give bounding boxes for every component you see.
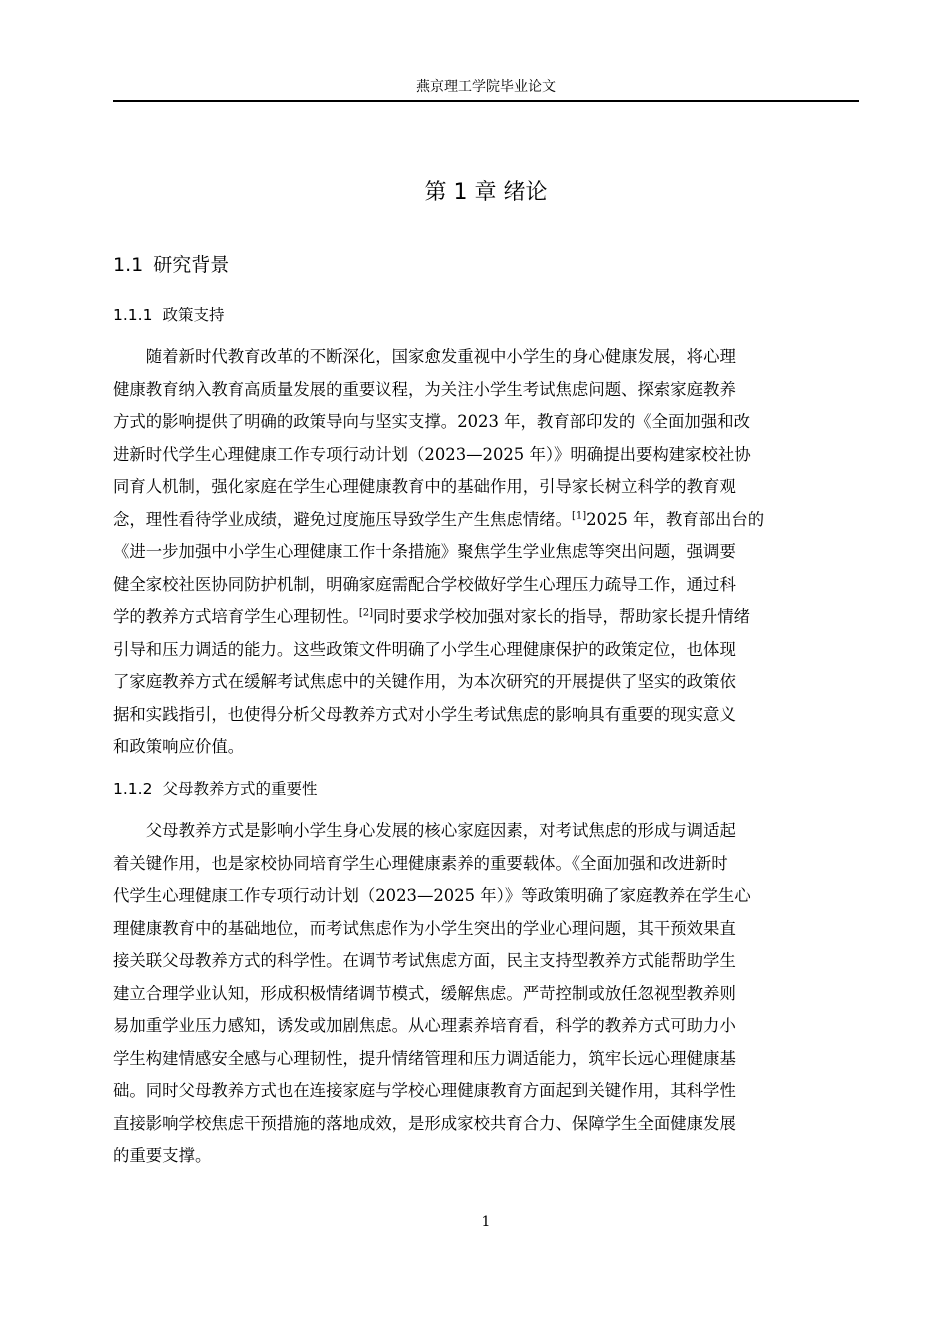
line-segment: 2025 年，教育部出台的 — [586, 509, 765, 529]
paragraph-line: 《进一步加强中小学生心理健康工作十条措施》聚焦学生学业焦虑等突出问题，强调要 — [113, 542, 736, 561]
body-paragraph — [113, 815, 859, 1173]
paragraph-line: 建立合理学业认知，形成积极情绪调节模式，缓解焦虑。严苛控制或放任忽视型教养则 — [113, 983, 736, 1003]
running-header: 燕京理工学院毕业论文 — [416, 79, 556, 95]
citation-1: [1] — [571, 510, 587, 522]
paragraph-line: 和政策响应价值。 — [113, 737, 245, 756]
paragraph-line: 健康教育纳入教育高质量发展的重要议程，为关注小学生考试焦虑问题、探索家庭教养 — [113, 379, 736, 399]
subsection-title: 父母教养方式的重要性 — [162, 780, 318, 798]
paragraph-line: 础。同时父母教养方式也在连接家庭与学校心理健康教育方面起到关键作用，其科学性 — [113, 1081, 736, 1100]
paragraph-line: 父母教养方式是影响小学生身心发展的核心家庭因素，对考试焦虑的形成与调适起 — [145, 821, 736, 840]
subsection-heading — [113, 778, 317, 800]
paragraph-line: 接关联父母教养方式的科学性。在调节考试焦虑方面，民主支持型教养方式能帮助学生 — [113, 951, 736, 970]
paragraph-line: 同育人机制，强化家庭在学生心理健康教育中的基础作用，引导家长树立科学的教育观 — [113, 477, 736, 496]
paragraph-line: 易加重学业压力感知，诱发或加剧焦虑。从心理素养培育看，科学的教养方式可助力小 — [113, 1016, 736, 1035]
paragraph-line: 方式的影响提供了明确的政策导向与坚实支撑。2023 年，教育部印发的《全面加强和改 — [113, 412, 750, 431]
paragraph-line: 理健康教育中的基础地位，而考试焦虑作为小学生突出的学业心理问题，其干预效果直 — [113, 918, 736, 938]
line-segment: 学的教养方式培育学生心理韧性。 — [113, 607, 359, 626]
paragraph-line: 据和实践指引，也使得分析父母教养方式对小学生考试焦虑的影响具有重要的现实意义 — [113, 704, 736, 724]
paragraph-line: 学生构建情感安全感与心理韧性，提升情绪管理和压力调适能力，筑牢长远心理健康基 — [113, 1048, 736, 1068]
section-heading — [113, 251, 229, 279]
body-paragraph — [113, 341, 859, 764]
paragraph-line — [113, 504, 859, 537]
subsection-number: 1.1.1 — [113, 306, 153, 324]
subsection-heading — [113, 304, 224, 326]
section-number: 1.1 — [113, 254, 144, 276]
paragraph-line: 随着新时代教育改革的不断深化，国家愈发重视中小学生的身心健康发展，将心理 — [145, 347, 736, 366]
paragraph-line: 进新时代学生心理健康工作专项行动计划（2023—2025 年）》明确提出要构建家校社协 — [113, 444, 751, 464]
paragraph-line: 直接影响学校焦虑干预措施的落地成效，是形成家校共育合力、保障学生全面健康发展 — [113, 1113, 736, 1133]
line-segment: 念，理性看待学业成绩，避免过度施压导致学生产生焦虑情绪。 — [113, 509, 572, 529]
subsection-title: 政策支持 — [162, 306, 225, 324]
section-title: 研究背景 — [153, 254, 230, 276]
header-rule — [113, 100, 859, 102]
subsection-number: 1.1.2 — [113, 780, 153, 798]
paragraph-line: 健全家校社医协同防护机制，明确家庭需配合学校做好学生心理压力疏导工作，通过科 — [113, 574, 736, 594]
line-segment: 同时要求学校加强对家长的指导，帮助家长提升情绪 — [373, 607, 751, 626]
citation-2: [2] — [358, 607, 374, 619]
chapter-title: 第 1 章 绪论 — [424, 180, 548, 205]
paragraph-line: 了家庭教养方式在缓解考试焦虑中的关键作用，为本次研究的开展提供了坚实的政策依 — [113, 672, 736, 691]
paragraph-line: 代学生心理健康工作专项行动计划（2023—2025 年）》等政策明确了家庭教养在学生心 — [113, 886, 751, 905]
paragraph-line — [113, 601, 859, 634]
paragraph-line: 引导和压力调适的能力。这些政策文件明确了小学生心理健康保护的政策定位，也体现 — [113, 639, 736, 659]
paragraph-line: 着关键作用，也是家校协同培育学生心理健康素养的重要载体。《全面加强和改进新时 — [113, 853, 728, 873]
paragraph-line: 的重要支撑。 — [113, 1146, 212, 1165]
page-number: 1 — [481, 1214, 491, 1230]
